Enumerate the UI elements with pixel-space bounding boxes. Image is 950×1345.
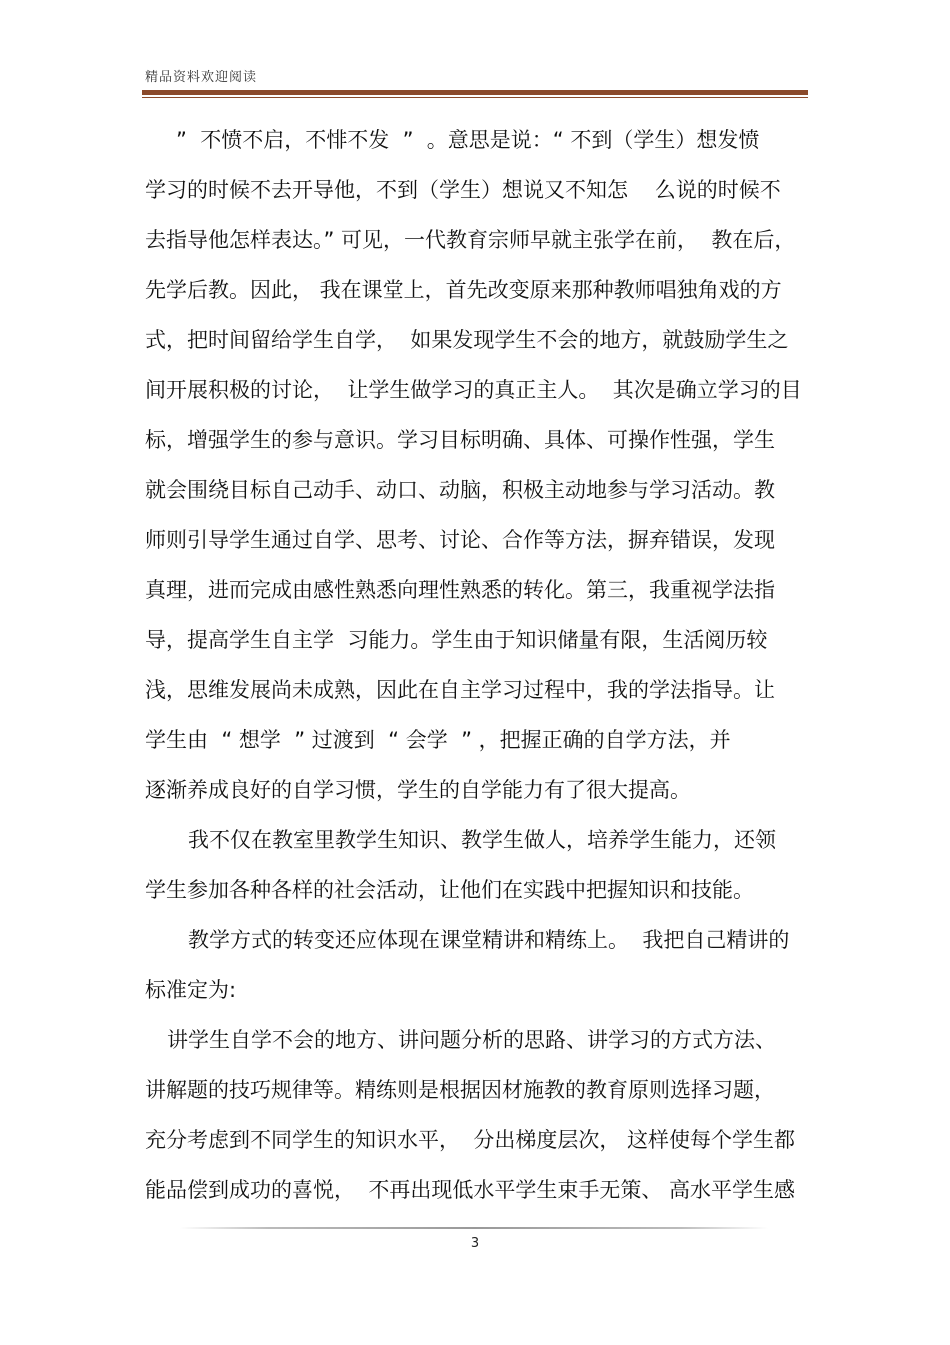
body-line: 真理，进而完成由感性熟悉向理性熟悉的转化。第三，我重视学法指 — [145, 578, 775, 602]
body-line: ” 不愤不启，不悱不发 ” 。意思是说：“ 不到（学生）想发愤 — [176, 128, 760, 152]
page-number: 3 — [470, 1236, 480, 1251]
body-line: 讲学生自学不会的地方、讲问题分析的思路、讲学习的方式方法、 — [167, 1028, 776, 1052]
body-line: 讲解题的技巧规律等。精练则是根据因材施教的教育原则选择习题， — [145, 1078, 775, 1102]
body-line: 充分考虑到不同学生的知识水平， 分出梯度层次， 这样使每个学生都 — [145, 1128, 796, 1152]
body-line: 学生由 “ 想学 ” 过渡到 “ 会学 ” ，把握正确的自学方法，并 — [145, 728, 731, 752]
body-line: 学生参加各种各样的社会活动，让他们在实践中把握知识和技能。 — [145, 878, 754, 902]
header-rule — [142, 90, 808, 95]
body-line: 浅，思维发展尚未成熟，因此在自主学习过程中，我的学法指导。让 — [145, 678, 775, 702]
body-line: 能品偿到成功的喜悦， 不再出现低水平学生束手无策、 高水平学生感 — [145, 1178, 796, 1202]
body-line: 先学后教。因此， 我在课堂上，首先改变原来那种教师唱独角戏的方 — [145, 278, 782, 302]
body-line: 去指导他怎样表达。” 可见，一代教育宗师早就主张学在前， 教在后， — [145, 228, 796, 252]
body-line: 逐渐养成良好的自学习惯，学生的自学能力有了很大提高。 — [145, 778, 691, 802]
header-rule-thin — [142, 97, 808, 98]
body-line: 学习的时候不去开导他，不到（学生）想说又不知怎 么说的时候不 — [145, 178, 781, 202]
footer-rule — [180, 1227, 768, 1229]
page-header: 精品资料欢迎阅读 — [145, 70, 258, 85]
body-line: 就会围绕目标自己动手、动口、动脑，积极主动地参与学习活动。教 — [145, 478, 775, 502]
body-line: 标准定为: — [145, 978, 237, 1002]
body-line: 我不仅在教室里教学生知识、教学生做人，培养学生能力，还领 — [188, 828, 776, 852]
body-line: 导，提高学生自主学 习能力。学生由于知识储量有限，生活阅历较 — [145, 628, 768, 652]
body-line: 师则引导学生通过自学、思考、讨论、合作等方法，摒弃错误，发现 — [145, 528, 775, 552]
body-line: 间开展积极的讨论， 让学生做学习的真正主人。 其次是确立学习的目 — [145, 378, 802, 402]
body-line: 标，增强学生的参与意识。学习目标明确、具体、可操作性强，学生 — [145, 428, 775, 452]
body-line: 式，把时间留给学生自学， 如果发现学生不会的地方，就鼓励学生之 — [145, 328, 789, 352]
body-line: 教学方式的转变还应体现在课堂精讲和精练上。 我把自己精讲的 — [188, 928, 790, 952]
